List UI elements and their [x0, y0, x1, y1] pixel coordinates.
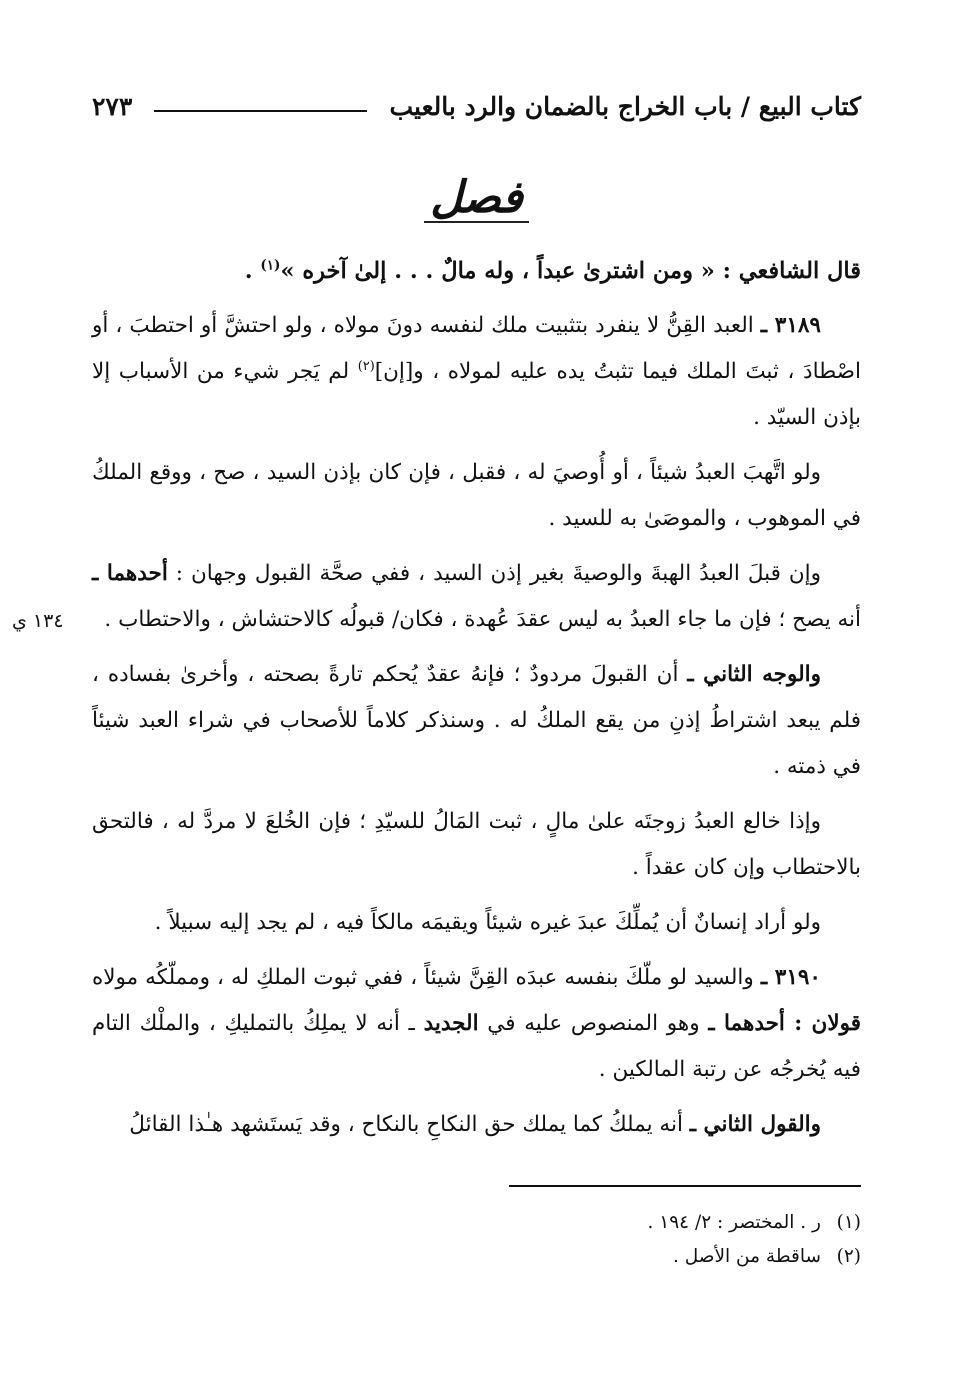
footnote-number: (١) [836, 1212, 861, 1233]
bold-term: الجديد [423, 1011, 479, 1036]
paragraph-text: ـ أنه لا يملِكُ بالتمليكِ ، والملْك التام فيه يُخرجُه عن رتبة المالكين . [92, 1011, 861, 1082]
paragraph: ولو اتَّهبَ العبدُ شيئاً ، أو أُوصيَ له ، فقبل ، فإن كان بإذن السيد ، صح ، ووقع الملكُ في الموهوب ، والموصَىٰ به للسيد . [92, 460, 861, 531]
footnote-text: ر . المختصر : ٢/ ١٩٤ . [647, 1212, 821, 1233]
footnote-ref-1: (١) [260, 257, 281, 274]
bold-term: قولان : أحدهما ـ [708, 1011, 861, 1036]
footnote [92, 1206, 861, 1240]
paragraph-3190 [92, 955, 861, 1093]
footnote-ref-2: (٢) [357, 358, 375, 374]
footnote-rule [509, 1185, 861, 1187]
paragraph-text: لم يَجر شيء من الأسباب إلا بإذن السيّد . [92, 359, 861, 430]
quote-text: قال الشافعي : « ومن اشترىٰ عبداً ، وله مالٌ . . . إلىٰ آخره » [280, 258, 861, 284]
bold-term: والوجه الثاني ـ [687, 662, 821, 687]
section-ornament [0, 172, 953, 223]
running-title: كتاب البيع / باب الخراج بالضمان والرد بالعيب [389, 91, 861, 121]
bold-term: أحدهما ـ [92, 561, 168, 586]
margin-note: ١٣٤ ي [12, 610, 64, 632]
paragraph-text: أنه يملكُ كما يملك حق النكاحِ بالنكاح ، وقد يَستَشهد هـٰذا القائلُ [129, 1112, 690, 1137]
paragraph-text: وإن قبلَ العبدُ الهبةَ والوصيةَ بغير إذن السيد ، ففي صحَّة القبول وجهان : [167, 561, 821, 586]
paragraph [92, 551, 861, 643]
paragraph-number: ٣١٨٩ ـ [760, 313, 821, 338]
footnotes [92, 1206, 861, 1274]
footnote-number: (٢) [836, 1246, 861, 1267]
paragraph-text: العبد القِنُّ لا ينفرد بتثبيت ملك لنفسه دونَ مولاه ، ولو احتشَّ أو احتطبَ ، أو اصْطادَ ، ثبتَ الملك فيما تثبتُ يده عليه لمولاه ، و[إن] [92, 313, 861, 384]
running-header [92, 86, 861, 126]
paragraph: وإذا خالع العبدُ زوجتَه علىٰ مالٍ ، ثبت المَالُ للسيّدِ ؛ فإن الخُلعَ لا مردَّ له ، فالتحق بالاحتطاب وإن كان عقداً . [92, 809, 861, 880]
paragraph-text: أنه يصح ؛ فإن ما جاء العبدُ به ليس عقدَ عُهدة ، فكان/ قبولُه كالاحتشاش ، والاحتطاب . [104, 607, 861, 632]
section-heading: فصل [424, 175, 529, 223]
paragraph [92, 1102, 861, 1148]
shafii-quote [92, 248, 861, 294]
paragraph-text: والسيد لو ملّكَ بنفسه عبدَه القِنَّ شيئاً ، ففي ثبوت الملكِ له ، ومملّكُه مولاه [92, 965, 761, 990]
quote-end: . [244, 258, 261, 284]
footnote [92, 1240, 861, 1274]
paragraph-number: ٣١٩٠ ـ [760, 965, 821, 990]
bold-term: والقول الثاني ـ [689, 1112, 821, 1137]
paragraph-text: أن القبولَ مردودٌ ؛ فإنهُ عقدٌ يُحكم تارةً بصحته ، وأخرىٰ بفساده ، فلم يبعد اشتراطُ إذنِ من يقع الملكُ له . وسنذكر كلاماً للأصحاب في شراء العبد شيئاً في ذمته . [92, 662, 861, 779]
header-rule [154, 110, 367, 112]
body-text [92, 248, 861, 1157]
page-number: ٢٧٣ [92, 91, 133, 121]
paragraph: ولو أراد إنسانٌ أن يُملِّكَ عبدَ غيره شيئاً ويقيمَه مالكاً فيه ، لم يجد إليه سبيلاً . [154, 910, 821, 935]
paragraph-3189 [92, 303, 861, 441]
footnote-text: ساقطة من الأصل . [673, 1246, 821, 1267]
paragraph-text: وهو المنصوص عليه في [478, 1011, 709, 1036]
paragraph [92, 652, 861, 790]
